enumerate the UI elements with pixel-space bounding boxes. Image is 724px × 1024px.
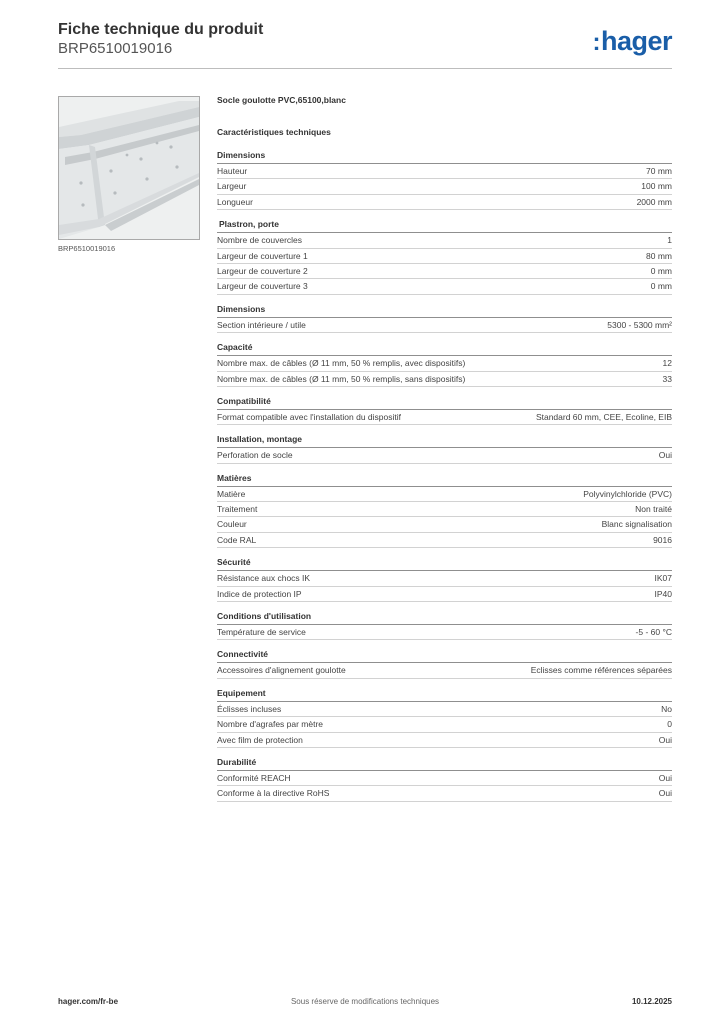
spec-row [217, 487, 672, 502]
spec-value: No [661, 703, 672, 714]
spec-label: Matière [217, 488, 246, 499]
spec-value: 0 [667, 719, 672, 730]
spec-value: 0 mm [650, 281, 672, 292]
section-title: Installation, montage [217, 433, 672, 448]
spec-value: 100 mm [641, 181, 672, 192]
spec-value: 5300 - 5300 mm² [607, 319, 672, 330]
spec-row [217, 410, 672, 425]
spec-value: Polyvinylchloride (PVC) [583, 488, 672, 499]
section-title: Dimensions [217, 303, 672, 318]
footer-website-link[interactable]: hager.com/fr-be [58, 997, 119, 1006]
spec-label: Nombre max. de câbles (Ø 11 mm, 50 % remplis, avec dispositifs) [217, 358, 466, 369]
spec-label: Largeur de couverture 1 [217, 250, 308, 261]
spec-value: Blanc signalisation [601, 519, 672, 530]
spec-row [217, 717, 672, 732]
spec-section [217, 648, 672, 678]
spec-section [217, 472, 672, 549]
spec-value: Oui [658, 450, 672, 461]
spec-label: Avec film de protection [217, 734, 303, 745]
spec-label: Perforation de socle [217, 450, 293, 461]
spec-value: Eclisses comme références séparées [530, 665, 672, 676]
spec-row [217, 372, 672, 387]
footer-note: Sous réserve de modifications techniques [290, 997, 440, 1006]
spec-label: Largeur [217, 181, 247, 192]
spec-row [217, 502, 672, 517]
spec-row [217, 164, 672, 179]
spec-value: 9016 [653, 534, 672, 545]
spec-row [217, 702, 672, 717]
spec-label: Largeur de couverture 2 [217, 265, 308, 276]
spec-section [217, 756, 672, 802]
spec-section [217, 433, 672, 463]
spec-row [217, 733, 672, 748]
product-image [58, 96, 200, 240]
spec-section [217, 610, 672, 640]
spec-label: Format compatible avec l'installation du dispositif [217, 411, 401, 422]
spec-section [217, 395, 672, 425]
header-divider [58, 68, 672, 69]
spec-value: 0 mm [650, 265, 672, 276]
spec-row [217, 587, 672, 602]
spec-row [217, 179, 672, 194]
spec-label: Nombre de couvercles [217, 235, 303, 246]
product-name: Socle goulotte PVC,65100,blanc [217, 95, 346, 105]
spec-label: Nombre max. de câbles (Ø 11 mm, 50 % remplis, sans dispositifs) [217, 373, 466, 384]
spec-label: Hauteur [217, 166, 248, 176]
spec-row [217, 233, 672, 248]
logo-text: hager [600, 26, 672, 56]
spec-row [217, 318, 672, 333]
spec-row [217, 249, 672, 264]
spec-row [217, 571, 672, 586]
spec-value: Oui [658, 772, 672, 783]
spec-row [217, 771, 672, 786]
section-title: Equipement [217, 687, 672, 702]
spec-value: 70 mm [646, 166, 672, 176]
spec-section [217, 303, 672, 333]
spec-section [217, 149, 672, 210]
spec-label: Résistance aux chocs IK [217, 573, 311, 584]
spec-row [217, 264, 672, 279]
section-title: Sécurité [217, 556, 672, 571]
section-title: Matières [217, 472, 672, 487]
spec-label: Conforme à la directive RoHS [217, 788, 330, 799]
spec-value: 80 mm [646, 250, 672, 261]
spec-label: Accessoires d'alignement goulotte [217, 665, 346, 676]
spec-label: Longueur [217, 196, 253, 207]
footer-date: 10.12.2025 [631, 997, 672, 1006]
spec-label: Code RAL [217, 534, 257, 545]
section-title: Conditions d'utilisation [217, 610, 672, 625]
spec-row [217, 663, 672, 678]
section-title: Plastron, porte [217, 218, 672, 233]
spec-value: IK07 [654, 573, 672, 584]
spec-value: Oui [658, 788, 672, 799]
image-caption: BRP6510019016 [58, 244, 116, 253]
spec-value: 1 [667, 235, 672, 246]
section-title: Durabilité [217, 756, 672, 771]
spec-row [217, 786, 672, 801]
spec-value: Non traité [635, 504, 672, 515]
spec-row [217, 533, 672, 548]
spec-row [217, 625, 672, 640]
spec-row [217, 517, 672, 532]
section-title: Connectivité [217, 648, 672, 663]
spec-value: IP40 [654, 588, 672, 599]
spec-label: Traitement [217, 504, 258, 515]
product-code: BRP6510019016 [58, 40, 173, 57]
spec-value: 2000 mm [636, 196, 672, 207]
spec-value: Standard 60 mm, CEE, Ecoline, EIB [535, 411, 672, 422]
spec-label: Conformité REACH [217, 772, 291, 783]
spec-label: Température de service [217, 627, 306, 638]
hager-logo [592, 26, 672, 58]
page-title: Fiche technique du produit [58, 21, 264, 38]
spec-section [217, 687, 672, 748]
spec-label: Couleur [217, 519, 247, 530]
spec-section [217, 218, 672, 295]
spec-value: 33 [662, 373, 672, 384]
cable-trunking-illustration [59, 97, 199, 239]
spec-label: Indice de protection IP [217, 588, 302, 599]
spec-row [217, 448, 672, 463]
spec-section [217, 341, 672, 387]
spec-label: Section intérieure / utile [217, 319, 306, 330]
spec-value: Oui [658, 734, 672, 745]
spec-section [217, 556, 672, 602]
section-title: Dimensions [217, 149, 672, 164]
specs-heading: Caractéristiques techniques [217, 127, 331, 137]
spec-value: -5 - 60 °C [635, 627, 672, 638]
spec-row [217, 279, 672, 294]
spec-sections [217, 149, 672, 802]
spec-label: Largeur de couverture 3 [217, 281, 308, 292]
spec-row [217, 195, 672, 210]
logo-dots: : [592, 29, 600, 56]
spec-content [217, 95, 672, 810]
spec-value: 12 [662, 358, 672, 369]
section-title: Capacité [217, 341, 672, 356]
page-header [58, 20, 672, 68]
spec-label: Éclisses incluses [217, 703, 282, 714]
section-title: Compatibilité [217, 395, 672, 410]
spec-row [217, 356, 672, 371]
spec-label: Nombre d'agrafes par mètre [217, 719, 324, 730]
